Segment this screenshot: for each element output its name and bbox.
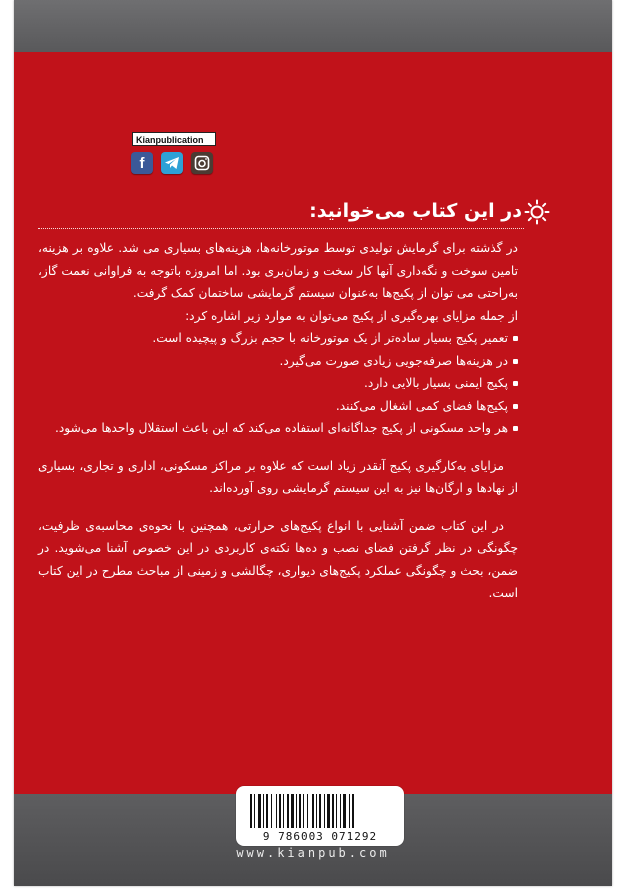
list-item: پکیج ایمنی بسیار بالایی دارد.	[38, 372, 518, 395]
list-item: تعمیر پکیج بسیار ساده‌تر از یک موتورخانه با حجم بزرگ و پیچیده است.	[38, 327, 518, 350]
publisher-website: www.kianpub.com	[236, 846, 390, 860]
isbn-number: 9 786003 071292	[262, 830, 378, 843]
back-cover	[14, 0, 612, 886]
intro-paragraph: در گذشته برای گرمایش تولیدی توسط موتورخانه‌ها، هزینه‌های بسیاری می شد. علاوه بر هزینه، تامین سوخت و نگه‌داری آنها کار سخت و زمان‌بری بود. اما امروزه باتوجه به فراوانی نعمت گاز، به‌راحتی می توان از پکیج‌ها به‌عنوان سیستم گرمایشی ساختمان کمک گرفت.	[38, 241, 518, 300]
telegram-icon[interactable]	[161, 152, 183, 174]
description-text	[38, 237, 518, 605]
facebook-icon[interactable]: f	[131, 152, 153, 174]
top-grey-band	[14, 0, 612, 52]
advantages-intro: از جمله مزایای بهره‌گیری از پکیج می‌توان به موارد زیر اشاره کرد:	[185, 308, 518, 323]
instagram-icon[interactable]	[191, 152, 213, 174]
social-icons	[131, 152, 213, 174]
usage-paragraph: مزایای به‌کارگیری پکیج آنقدر زیاد است که علاوه بر مراکز مسکونی، اداری و تجاری، بسیاری از نهادها و ارگان‌ها نیز به این سیستم گرمایشی روی آورده‌اند.	[38, 458, 518, 495]
sun-icon	[524, 199, 550, 225]
list-item: هر واحد مسکونی از پکیج جداگانه‌ای استفاده می‌کند که این باعث استقلال واحدها می‌شود.	[38, 417, 518, 440]
social-handle-box: Kianpublication	[132, 132, 216, 146]
list-item: در هزینه‌ها صرفه‌جویی زیادی صورت می‌گیرد.	[38, 350, 518, 373]
book-summary-paragraph: در این کتاب ضمن آشنایی با انواع پکیج‌های حرارتی، همچنین با نحوه‌ی محاسبه‌ی ظرفیت، چگونگی در نظر گرفتن فضای نصب و ده‌ها نکته‌ی کاربردی در این خصوص آشنا می‌شوید. در ضمن، بحث و چگونگی عملکرد پکیج‌های دیواری، چگالشی و زمینی از مباحث مطرح در این کتاب است.	[38, 518, 518, 600]
barcode-bars	[248, 794, 392, 830]
list-item: پکیج‌ها فضای کمی اشغال می‌کنند.	[38, 395, 518, 418]
heading-dotted-rule	[38, 228, 524, 229]
barcode	[236, 786, 404, 846]
advantages-list	[38, 327, 518, 440]
section-heading: در این کتاب می‌خوانید:	[309, 200, 522, 222]
